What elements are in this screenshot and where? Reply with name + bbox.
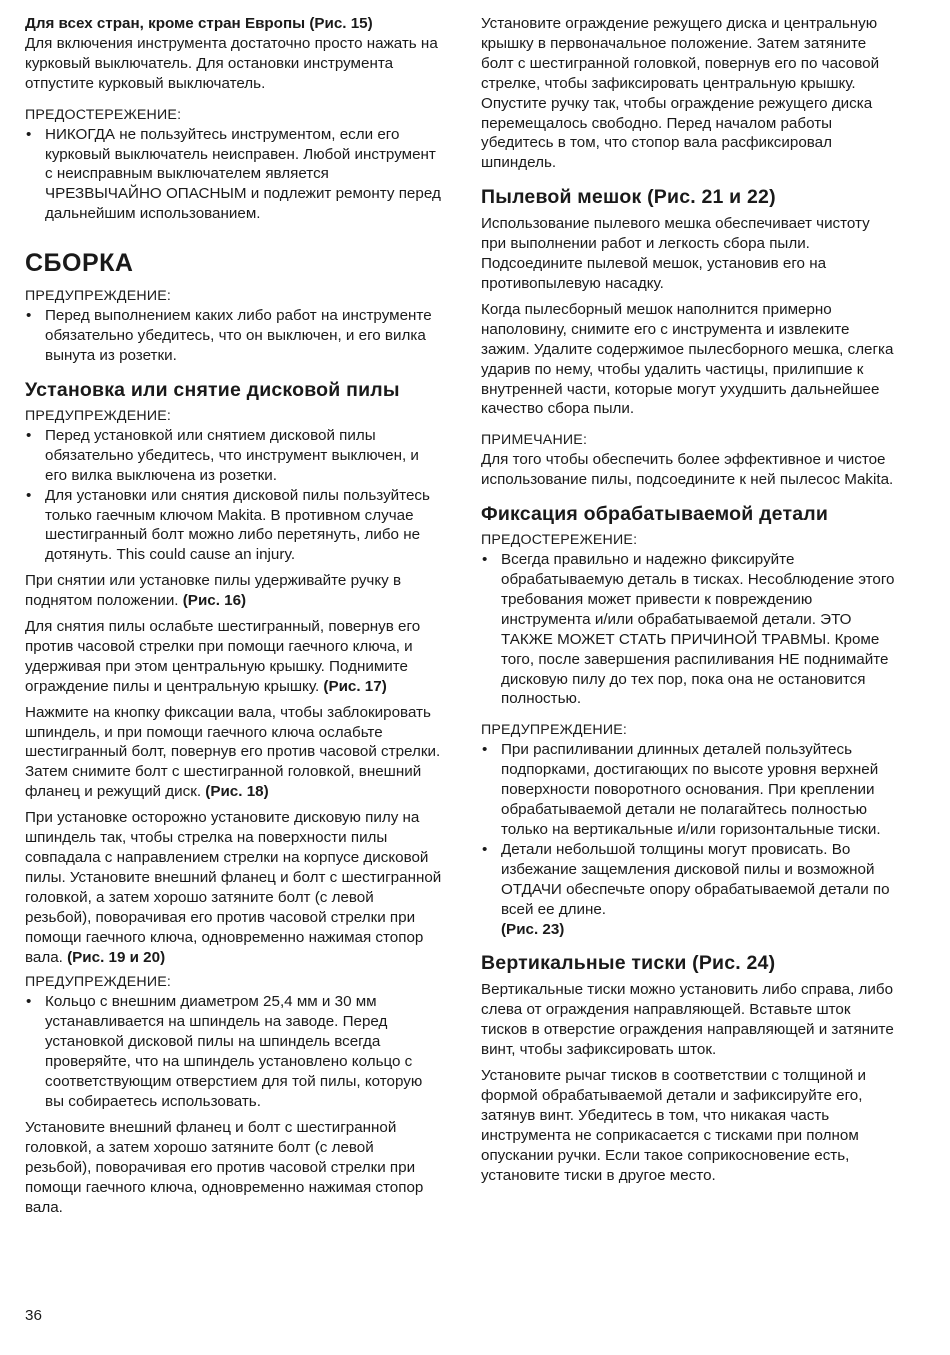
warning-label: ПРЕДУПРЕЖДЕНИЕ: [481, 722, 628, 739]
warning-list [481, 740, 899, 939]
warning-list [25, 426, 443, 565]
warning-label: ПРЕДУПРЕЖДЕНИЕ: [25, 407, 172, 424]
warning-item-text: Детали небольшой толщины могут провисать. Во избежание защемления дисковой пилы и возможной ОТДАЧИ обеспечьте опору обрабатываемой детали по всей ее длине. [501, 840, 890, 918]
warning-item: • Перед установкой или снятием дисковой пилы обязательно убедитесь, что инструмент выключен, и его вилка выключена из розетки. [25, 426, 443, 486]
caution-label: ПРЕДОСТЕРЕЖЕНИЕ: [25, 106, 182, 123]
paragraph: Вертикальные тиски можно установить либо справа, либо слева от ограждения направляющей. Вставьте шток тисков в отверстие ограждения направляющей и затяните винт, чтобы зафиксировать шток. [481, 981, 894, 1059]
assembly-heading: СБОРКА [25, 249, 134, 278]
paragraph-text: Для снятия пилы ослабьте шестигранный, повернув его против часовой стрелки при помощи гаечного ключа, и удерживая при этом центральную крышку. Поднимите ограждение пилы и центральную крышку. [25, 618, 421, 695]
paragraph: Использование пылевого мешка обеспечивает чистоту при выполнении работ и легкость сбора пыли. Подсоедините пылевой мешок, установив его на противопылевую насадку. [481, 215, 870, 292]
warning-item: • Кольцо с внешним диаметром 25,4 мм и 30 мм устанавливается на шпиндель на заводе. Перед установкой дисковой пилы на шпиндель всегда проверяйте, что на шпиндель установлено кольцо с соответствующим отверстием для той пилы, которую вы собираетесь использовать. [25, 992, 443, 1111]
warning-list [25, 306, 443, 366]
paragraph: Установите ограждение режущего диска и центральную крышку в первоначальное положение. Затем затяните болт с шестигранной головкой, повернув его по часовой стрелке, чтобы зафиксировать центральную крышку. Опустите ручку так, чтобы ограждение режущего диска перемещалось свободно. Перед началом работы убедитесь в том, что стопор вала расфиксировал шпиндель. [481, 15, 880, 172]
figure-reference: (Рис. 19 и 20) [67, 948, 166, 966]
warning-list [25, 992, 443, 1111]
paragraph-text: При снятии или установке пилы удерживайте ручку в поднятом положении. [25, 572, 402, 610]
note-paragraph: Для того чтобы обеспечить более эффективное и чистое использование пилы, подсоедините к ней пылесос Makita. [481, 451, 894, 489]
figure-reference: (Рис. 17) [323, 677, 387, 695]
left-column [25, 14, 443, 1223]
caution-list [25, 125, 443, 225]
figure-reference: (Рис. 18) [205, 783, 269, 801]
paragraph: Установите внешний фланец и болт с шестигранной головкой, а затем хорошо затяните болт (с левой резьбой), поворачивая его против часовой стрелки при помощи гаечного ключа, одновременно нажимая стопор вала. [25, 1118, 424, 1216]
paragraph-text: При установке осторожно установите дисковую пилу на шпиндель так, чтобы стрелка на поверхности пилы совпадала с направлением стрелки на корпусе дисковой пилы. Установите внешний фланец и болт с шестигранной головкой, а затем хорошо затяните болт (с левой резьбой), поворачивая его против часовой стрелки при помощи гаечного ключа, одновременно нажимая стопор вала. [25, 809, 442, 966]
caution-item: • НИКОГДА не пользуйтесь инструментом, если его курковый выключатель неисправен. Любой инструмент с неисправным выключателем является ЧРЕЗВЫЧАЙНО ОПАСНЫМ и подлежит ремонту перед дальнейшим использованием. [25, 125, 443, 225]
right-column [481, 14, 899, 1192]
warning-item [481, 840, 899, 940]
paragraph [25, 703, 443, 803]
saw-install-heading: Установка или снятие дисковой пилы [25, 378, 400, 401]
intro-subheading: Для всех стран, кроме стран Европы (Рис. 15) [25, 15, 373, 32]
workpiece-fixing-heading: Фиксация обрабатываемой детали [481, 503, 829, 526]
paragraph [25, 617, 443, 697]
dust-bag-heading: Пылевой мешок (Рис. 21 и 22) [481, 186, 776, 209]
caution-item: • Всегда правильно и надежно фиксируйте обрабатываемую деталь в тисках. Несоблюдение этого требования может привести к повреждению инструмента и/или обрабатываемой детали. ЭТО ТАКЖЕ МОЖЕТ СТАТЬ ПРИЧИНОЙ ТРАВМЫ. Кроме того, после завершения распиливания НЕ поднимайте дисковую пилу до тех пор, пока она не остановится полностью. [481, 550, 899, 709]
caution-list [481, 550, 899, 709]
warning-label: ПРЕДУПРЕЖДЕНИЕ: [25, 974, 172, 991]
warning-item: • При распиливании длинных деталей пользуйтесь подпорками, достигающих по высоте уровня верхней поверхности поворотного основания. При креплении обрабатываемой детали не полагайтесь полностью только на вертикальные и/или горизонтальные тиски. [481, 740, 899, 840]
warning-label: ПРЕДУПРЕЖДЕНИЕ: [25, 288, 172, 305]
figure-reference: (Рис. 16) [182, 592, 247, 610]
vertical-vise-heading: Вертикальные тиски (Рис. 24) [481, 952, 776, 975]
paragraph-text: Нажмите на кнопку фиксации вала, чтобы заблокировать шпиндель, и при помощи гаечного ключа ослабьте шестигранный болт, повернув его против часовой стрелки. Затем снимите болт с шестигранной головкой, внешний фланец и режущий диск. [25, 703, 441, 801]
caution-label: ПРЕДОСТЕРЕЖЕНИЕ: [481, 532, 638, 549]
warning-item: • Для установки или снятия дисковой пилы пользуйтесь только гаечным ключом Makita. В противном случае шестигранный болт можно либо перетянуть, либо не дотянуть. This could cause an injury. [25, 486, 443, 566]
warning-item: • Перед выполнением каких либо работ на инструменте обязательно убедитесь, что он выключен, и его вилка вынута из розетки. [25, 306, 443, 366]
paragraph: Когда пылесборный мешок наполнится примерно наполовину, снимите его с инструмента и извлеките зажим. Удалите содержимое пылесборного мешка, слегка ударив по нему, чтобы удалить частицы, прилипшие к внутренней части, которые могут ухудшить дальнейшее качество сбора пыли. [481, 300, 894, 418]
figure-reference: (Рис. 23) [501, 920, 565, 938]
paragraph [25, 808, 443, 967]
paragraph [25, 571, 443, 611]
paragraph: Установите рычаг тисков в соответствии с толщиной и формой обрабатываемой детали и зафиксируйте его, затянув винт. Убедитесь в том, что никакая часть инструмента не соприкасается с тисками при полном опускании ручки. Если такое соприкосновение есть, установите тиски в другое место. [481, 1067, 866, 1184]
intro-paragraph: Для включения инструмента достаточно просто нажать на курковый выключатель. Для остановки инструмента отпустите курковый выключатель. [25, 34, 438, 92]
page-number: 36 [25, 1307, 42, 1324]
note-label: ПРИМЕЧАНИЕ: [481, 432, 588, 449]
